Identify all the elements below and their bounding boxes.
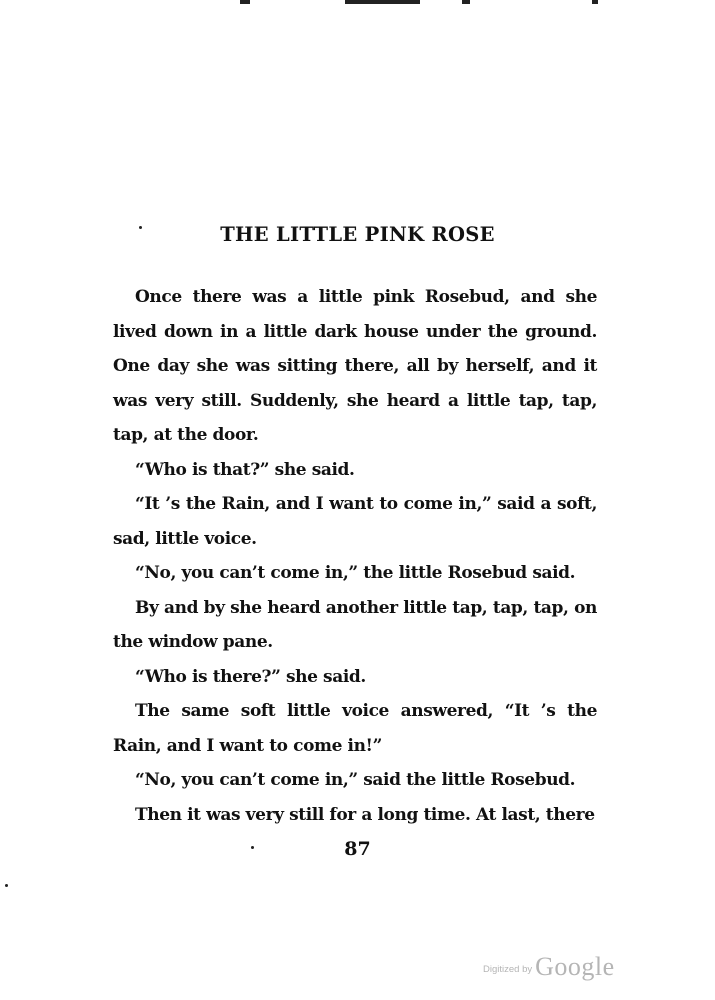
scan-speck [5, 884, 8, 887]
page-number: 87 [344, 838, 371, 860]
story-paragraph: The same soft little voice answered, “It ’s the Rain, and I want to come in!” [113, 701, 597, 756]
chapter-title: THE LITTLE PINK ROSE [220, 223, 495, 246]
story-paragraph: “No, you can’t come in,” the little Rosebud said. [135, 563, 576, 583]
story-paragraph: “No, you can’t come in,” said the little Rosebud. [135, 770, 576, 790]
scan-artifact-top [592, 0, 598, 4]
story-paragraph: “It ’s the Rain, and I want to come in,” said a soft, sad, little voice. [113, 494, 597, 549]
story-paragraph: “Who is that?” she said. [135, 459, 355, 480]
story-paragraph: Once there was a little pink Rosebud, and she lived down in a little dark house under the ground. One day she was sitting there, all by herself, and it was very still. Suddenly, she heard a little tap, tap, tap, at the door. [113, 287, 597, 445]
scan-artifact-top [462, 0, 470, 4]
story-text [113, 280, 597, 832]
scan-artifact-top [345, 0, 420, 4]
watermark-brand: Google [535, 952, 615, 981]
story-paragraph: Then it was very still for a long time. At last, there [135, 804, 595, 825]
story-paragraph: By and by she heard another little tap, tap, tap, on the window pane. [113, 597, 597, 652]
scan-artifact-top [240, 0, 250, 4]
story-paragraph: “Who is there?” she said. [135, 666, 366, 687]
watermark-prefix: Digitized by [483, 964, 533, 975]
digitized-watermark [483, 952, 615, 982]
